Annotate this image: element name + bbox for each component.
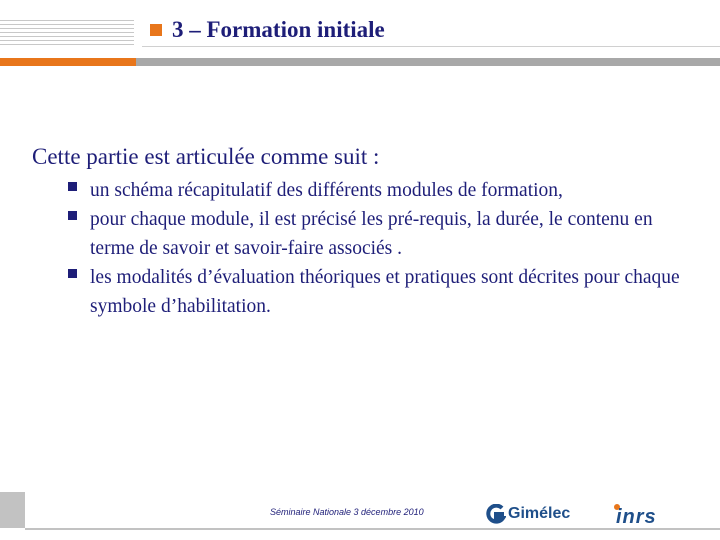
slide-title [150,17,385,43]
footer-square [0,492,25,528]
header-grey-bar [136,58,720,66]
bullet-item [66,205,686,263]
bullet-item [66,176,686,205]
square-bullet-icon [68,182,77,191]
square-bullet-icon [68,269,77,278]
gimelec-logo-text: Gimélec [508,505,571,522]
title-square-icon [150,24,162,36]
header-accent-bar [0,58,136,66]
bullet-list [66,176,686,321]
inrs-logo-text: inrs [616,506,657,528]
gimelec-logo [484,504,570,524]
square-bullet-icon [68,211,77,220]
bullet-text: les modalités d’évaluation théoriques et pratiques sont décrites pour chaque symbole d’habilitation. [90,267,680,317]
bullet-text: pour chaque module, il est précisé les pré-requis, la durée, le contenu en terme de savoir et savoir-faire associés . [90,209,653,259]
title-text: 3 – Formation initiale [172,17,385,42]
header-stripes [0,20,134,46]
intro-text: Cette partie est articulée comme suit : [32,144,380,169]
footer-caption: Séminaire Nationale 3 décembre 2010 [270,507,424,517]
title-underline [142,46,720,47]
bullet-text: un schéma récapitulatif des différents modules de formation, [90,180,563,201]
inrs-logo [606,502,692,530]
gimelec-logo-icon [484,504,506,524]
bullet-item [66,263,686,321]
